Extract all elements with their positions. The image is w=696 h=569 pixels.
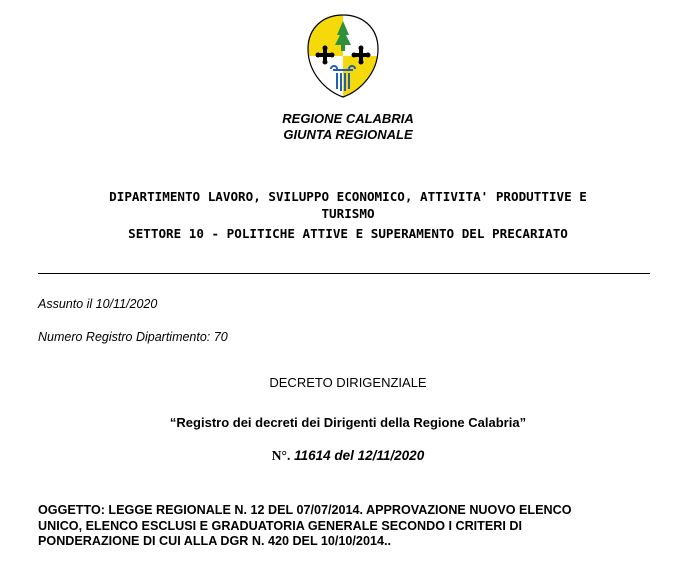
region-name: REGIONE CALABRIA [282, 111, 414, 126]
department-line-1: DIPARTIMENTO LAVORO, SVILUPPO ECONOMICO, ATTIVITA' PRODUTTIVE E [109, 189, 587, 204]
horizontal-divider [38, 273, 650, 274]
decree-registry: “Registro dei decreti dei Dirigenti della Regione Calabria” [169, 415, 527, 430]
calabria-coat-of-arms-icon [304, 13, 382, 99]
department-registry-number: Numero Registro Dipartimento: 70 [38, 330, 228, 344]
subject-line-3: PONDERAZIONE DI CUI ALLA DGR N. 420 DEL 10/10/2014.. [38, 534, 391, 548]
decree-number-prefix: N°. [271, 448, 291, 463]
assunto-date: Assunto il 10/11/2020 [38, 297, 158, 311]
decree-number-value: 11614 del 12/11/2020 [294, 448, 425, 463]
decree-number [0, 447, 696, 465]
sector-line: SETTORE 10 - POLITICHE ATTIVE E SUPERAMENTO DEL PRECARIATO [128, 226, 568, 241]
council-name: GIUNTA REGIONALE [283, 127, 413, 142]
subject-line-2: UNICO, ELENCO ESCLUSI E GRADUATORIA GENERALE SECONDO I CRITERI DI [38, 518, 522, 533]
subject-line-1: OGGETTO: LEGGE REGIONALE N. 12 DEL 07/07/2014. APPROVAZIONE NUOVO ELENCO [38, 503, 572, 517]
decree-type: DECRETO DIRIGENZIALE [269, 375, 427, 390]
department-line-2: TURISMO [321, 206, 375, 221]
decree-subject [38, 503, 658, 550]
